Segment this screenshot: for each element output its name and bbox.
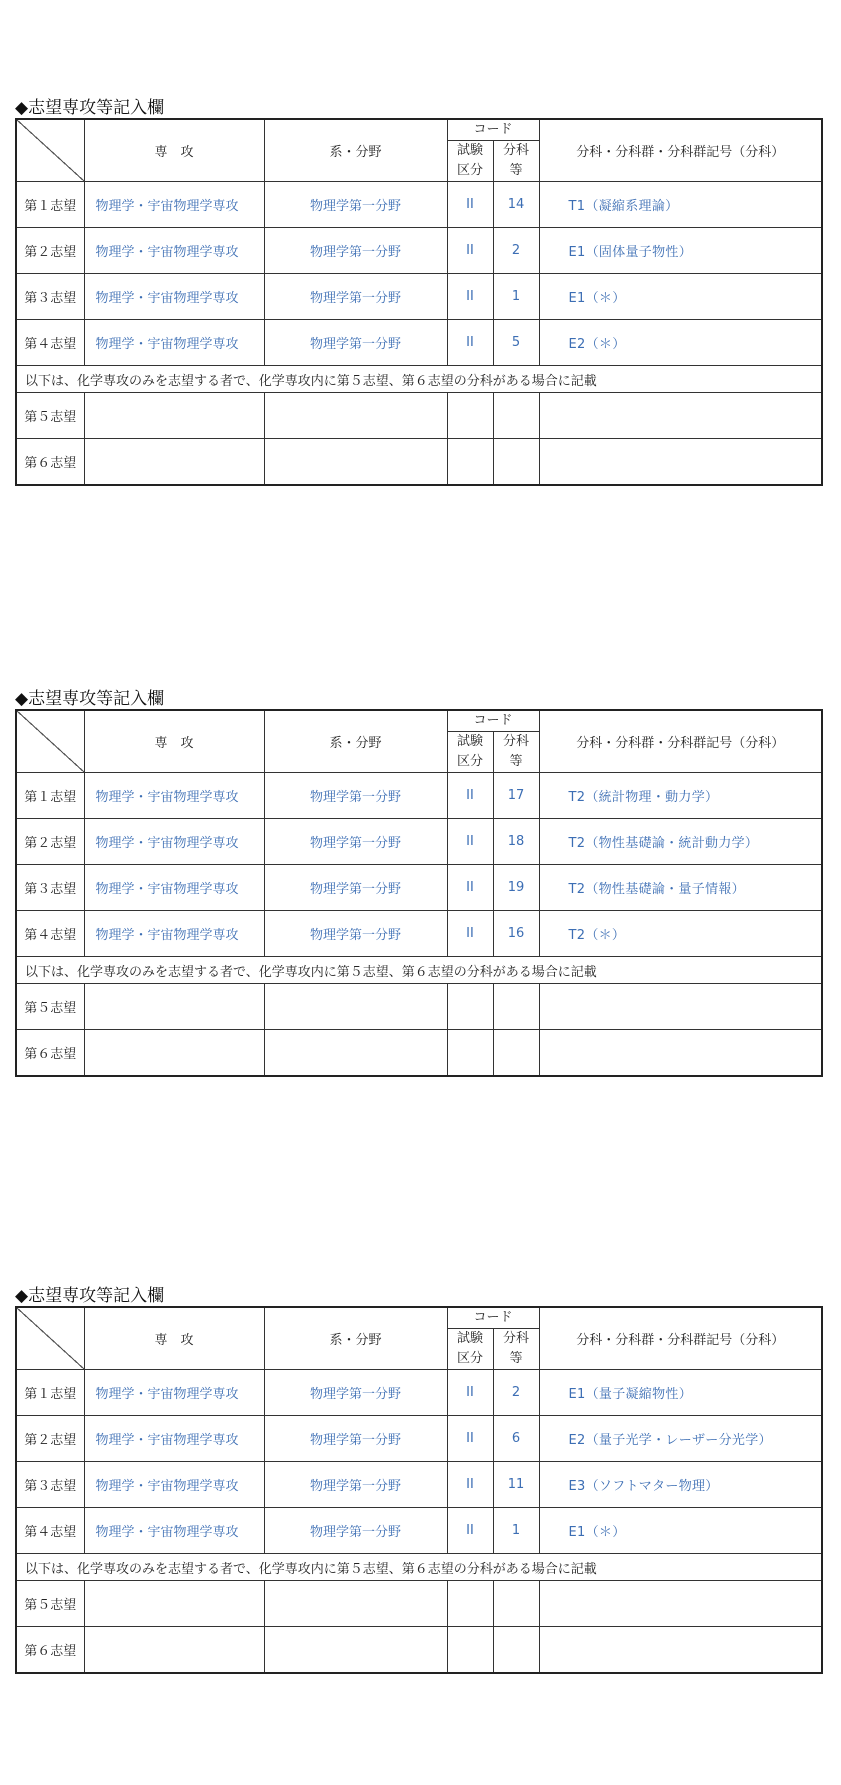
subject-group-field[interactable] — [539, 439, 822, 486]
exam-class-field[interactable]: II — [447, 182, 493, 228]
header-subject-code: 分科 等 — [493, 141, 539, 182]
preference-label: 第４志望 — [16, 911, 84, 957]
subject-group-field[interactable] — [539, 1581, 822, 1627]
division-field[interactable]: 物理学第一分野 — [264, 228, 447, 274]
exam-class-field[interactable] — [447, 439, 493, 486]
preference-label: 第２志望 — [16, 228, 84, 274]
header-corner-diagonal — [16, 119, 84, 182]
exam-class-field[interactable] — [447, 984, 493, 1030]
table-row — [16, 1627, 822, 1674]
subject-code-field[interactable]: 1 — [493, 1508, 539, 1554]
division-field[interactable] — [264, 984, 447, 1030]
subject-group-field[interactable]: T2（物性基礎論・量子情報） — [539, 865, 822, 911]
preference-label: 第４志望 — [16, 1508, 84, 1554]
header-subject-code: 分科 等 — [493, 732, 539, 773]
major-field[interactable]: 物理学・宇宙物理学専攻 — [84, 320, 264, 366]
chemistry-note: 以下は、化学専攻のみを志望する者で、化学専攻内に第５志望、第６志望の分科がある場合に記載 — [16, 366, 822, 393]
preference-table — [15, 1306, 823, 1674]
exam-class-field[interactable]: II — [447, 1508, 493, 1554]
header-subject-group: 分科・分科群・分科群記号（分科） — [539, 710, 822, 773]
exam-class-field[interactable] — [447, 1581, 493, 1627]
table-row — [16, 439, 822, 486]
division-field[interactable]: 物理学第一分野 — [264, 819, 447, 865]
subject-group-field[interactable]: E2（量子光学・レーザー分光学） — [539, 1416, 822, 1462]
header-corner-diagonal — [16, 710, 84, 773]
subject-group-field[interactable]: E1（固体量子物性） — [539, 228, 822, 274]
subject-code-field[interactable]: 18 — [493, 819, 539, 865]
preference-label: 第５志望 — [16, 1581, 84, 1627]
subject-code-field[interactable] — [493, 1627, 539, 1674]
major-field[interactable] — [84, 1581, 264, 1627]
division-field[interactable]: 物理学第一分野 — [264, 1462, 447, 1508]
division-field[interactable]: 物理学第一分野 — [264, 773, 447, 819]
header-major: 専 攻 — [84, 119, 264, 182]
preference-label: 第１志望 — [16, 773, 84, 819]
exam-class-field[interactable]: II — [447, 819, 493, 865]
preference-label: 第６志望 — [16, 1030, 84, 1077]
table-row — [16, 1416, 822, 1462]
exam-class-field[interactable] — [447, 1030, 493, 1077]
header-field: 系・分野 — [264, 710, 447, 773]
subject-code-field[interactable] — [493, 1030, 539, 1077]
subject-group-field[interactable]: E1（＊） — [539, 1508, 822, 1554]
subject-group-field[interactable]: E1（量子凝縮物性） — [539, 1370, 822, 1416]
header-code: コード — [447, 1307, 539, 1329]
major-field[interactable]: 物理学・宇宙物理学専攻 — [84, 274, 264, 320]
division-field[interactable]: 物理学第一分野 — [264, 865, 447, 911]
division-field[interactable]: 物理学第一分野 — [264, 274, 447, 320]
major-field[interactable]: 物理学・宇宙物理学専攻 — [84, 911, 264, 957]
table-row — [16, 773, 822, 819]
header-exam-class: 試験 区分 — [447, 732, 493, 773]
subject-code-field[interactable]: 1 — [493, 274, 539, 320]
exam-class-field[interactable] — [447, 1627, 493, 1674]
division-field[interactable]: 物理学第一分野 — [264, 1416, 447, 1462]
exam-class-field[interactable]: II — [447, 1370, 493, 1416]
subject-group-field[interactable]: E3（ソフトマター物理） — [539, 1462, 822, 1508]
division-field[interactable]: 物理学第一分野 — [264, 182, 447, 228]
preference-label: 第２志望 — [16, 1416, 84, 1462]
subject-code-field[interactable]: 2 — [493, 228, 539, 274]
table-row — [16, 393, 822, 439]
header-corner-diagonal — [16, 1307, 84, 1370]
preference-label: 第１志望 — [16, 182, 84, 228]
exam-class-field[interactable]: II — [447, 773, 493, 819]
division-field[interactable]: 物理学第一分野 — [264, 911, 447, 957]
major-field[interactable]: 物理学・宇宙物理学専攻 — [84, 819, 264, 865]
subject-code-field[interactable]: 2 — [493, 1370, 539, 1416]
chemistry-note: 以下は、化学専攻のみを志望する者で、化学専攻内に第５志望、第６志望の分科がある場合に記載 — [16, 1554, 822, 1581]
header-exam-class: 試験 区分 — [447, 1329, 493, 1370]
exam-class-field[interactable]: II — [447, 911, 493, 957]
subject-code-field[interactable] — [493, 439, 539, 486]
subject-code-field[interactable]: 11 — [493, 1462, 539, 1508]
subject-group-field[interactable]: E2（＊） — [539, 320, 822, 366]
subject-group-field[interactable] — [539, 393, 822, 439]
major-field[interactable]: 物理学・宇宙物理学専攻 — [84, 182, 264, 228]
division-field[interactable] — [264, 1627, 447, 1674]
subject-group-field[interactable] — [539, 1627, 822, 1674]
table-row — [16, 182, 822, 228]
division-field[interactable]: 物理学第一分野 — [264, 1508, 447, 1554]
subject-code-field[interactable]: 16 — [493, 911, 539, 957]
preference-label: 第３志望 — [16, 865, 84, 911]
table-row — [16, 1508, 822, 1554]
form-title: ◆志望専攻等記入欄 — [15, 1286, 165, 1306]
subject-group-field[interactable]: T1（凝縮系理論） — [539, 182, 822, 228]
header-subject-code: 分科 等 — [493, 1329, 539, 1370]
table-row — [16, 1370, 822, 1416]
preference-label: 第５志望 — [16, 984, 84, 1030]
subject-code-field[interactable]: 6 — [493, 1416, 539, 1462]
header-field: 系・分野 — [264, 119, 447, 182]
division-field[interactable]: 物理学第一分野 — [264, 1370, 447, 1416]
subject-code-field[interactable]: 19 — [493, 865, 539, 911]
preference-label: 第４志望 — [16, 320, 84, 366]
header-subject-group: 分科・分科群・分科群記号（分科） — [539, 1307, 822, 1370]
division-field[interactable] — [264, 1030, 447, 1077]
subject-code-field[interactable]: 17 — [493, 773, 539, 819]
subject-group-field[interactable]: T2（統計物理・動力学） — [539, 773, 822, 819]
subject-group-field[interactable] — [539, 1030, 822, 1077]
table-row — [16, 984, 822, 1030]
header-code: コード — [447, 119, 539, 141]
preference-label: 第１志望 — [16, 1370, 84, 1416]
major-field[interactable] — [84, 1030, 264, 1077]
subject-group-field[interactable] — [539, 984, 822, 1030]
preference-label: 第６志望 — [16, 1627, 84, 1674]
major-field[interactable]: 物理学・宇宙物理学専攻 — [84, 773, 264, 819]
table-row — [16, 819, 822, 865]
major-field[interactable]: 物理学・宇宙物理学専攻 — [84, 1416, 264, 1462]
subject-group-field[interactable]: T2（物性基礎論・統計動力学） — [539, 819, 822, 865]
major-field[interactable]: 物理学・宇宙物理学専攻 — [84, 228, 264, 274]
subject-code-field[interactable] — [493, 393, 539, 439]
header-major: 専 攻 — [84, 710, 264, 773]
table-row — [16, 1030, 822, 1077]
major-field[interactable] — [84, 393, 264, 439]
preference-label: 第６志望 — [16, 439, 84, 486]
table-row — [16, 228, 822, 274]
table-row — [16, 911, 822, 957]
subject-code-field[interactable] — [493, 1581, 539, 1627]
division-field[interactable] — [264, 1581, 447, 1627]
preference-label: 第３志望 — [16, 274, 84, 320]
preference-table — [15, 118, 823, 486]
exam-class-field[interactable]: II — [447, 320, 493, 366]
major-field[interactable] — [84, 1627, 264, 1674]
preference-label: 第５志望 — [16, 393, 84, 439]
form-title: ◆志望専攻等記入欄 — [15, 98, 165, 118]
exam-class-field[interactable]: II — [447, 865, 493, 911]
header-exam-class: 試験 区分 — [447, 141, 493, 182]
exam-class-field[interactable]: II — [447, 1462, 493, 1508]
table-row — [16, 1462, 822, 1508]
division-field[interactable] — [264, 393, 447, 439]
header-code: コード — [447, 710, 539, 732]
subject-code-field[interactable] — [493, 984, 539, 1030]
exam-class-field[interactable]: II — [447, 228, 493, 274]
header-field: 系・分野 — [264, 1307, 447, 1370]
table-row — [16, 274, 822, 320]
exam-class-field[interactable] — [447, 393, 493, 439]
table-row — [16, 1581, 822, 1627]
preference-table — [15, 709, 823, 1077]
exam-class-field[interactable]: II — [447, 1416, 493, 1462]
table-row — [16, 320, 822, 366]
form-title: ◆志望専攻等記入欄 — [15, 689, 165, 709]
major-field[interactable] — [84, 439, 264, 486]
major-field[interactable]: 物理学・宇宙物理学専攻 — [84, 865, 264, 911]
subject-code-field[interactable]: 5 — [493, 320, 539, 366]
table-row — [16, 865, 822, 911]
preference-label: 第３志望 — [16, 1462, 84, 1508]
major-field[interactable] — [84, 984, 264, 1030]
chemistry-note: 以下は、化学専攻のみを志望する者で、化学専攻内に第５志望、第６志望の分科がある場合に記載 — [16, 957, 822, 984]
subject-group-field[interactable]: T2（＊） — [539, 911, 822, 957]
header-major: 専 攻 — [84, 1307, 264, 1370]
division-field[interactable]: 物理学第一分野 — [264, 320, 447, 366]
subject-group-field[interactable]: E1（＊） — [539, 274, 822, 320]
major-field[interactable]: 物理学・宇宙物理学専攻 — [84, 1462, 264, 1508]
major-field[interactable]: 物理学・宇宙物理学専攻 — [84, 1508, 264, 1554]
subject-code-field[interactable]: 14 — [493, 182, 539, 228]
header-subject-group: 分科・分科群・分科群記号（分科） — [539, 119, 822, 182]
exam-class-field[interactable]: II — [447, 274, 493, 320]
major-field[interactable]: 物理学・宇宙物理学専攻 — [84, 1370, 264, 1416]
preference-label: 第２志望 — [16, 819, 84, 865]
division-field[interactable] — [264, 439, 447, 486]
